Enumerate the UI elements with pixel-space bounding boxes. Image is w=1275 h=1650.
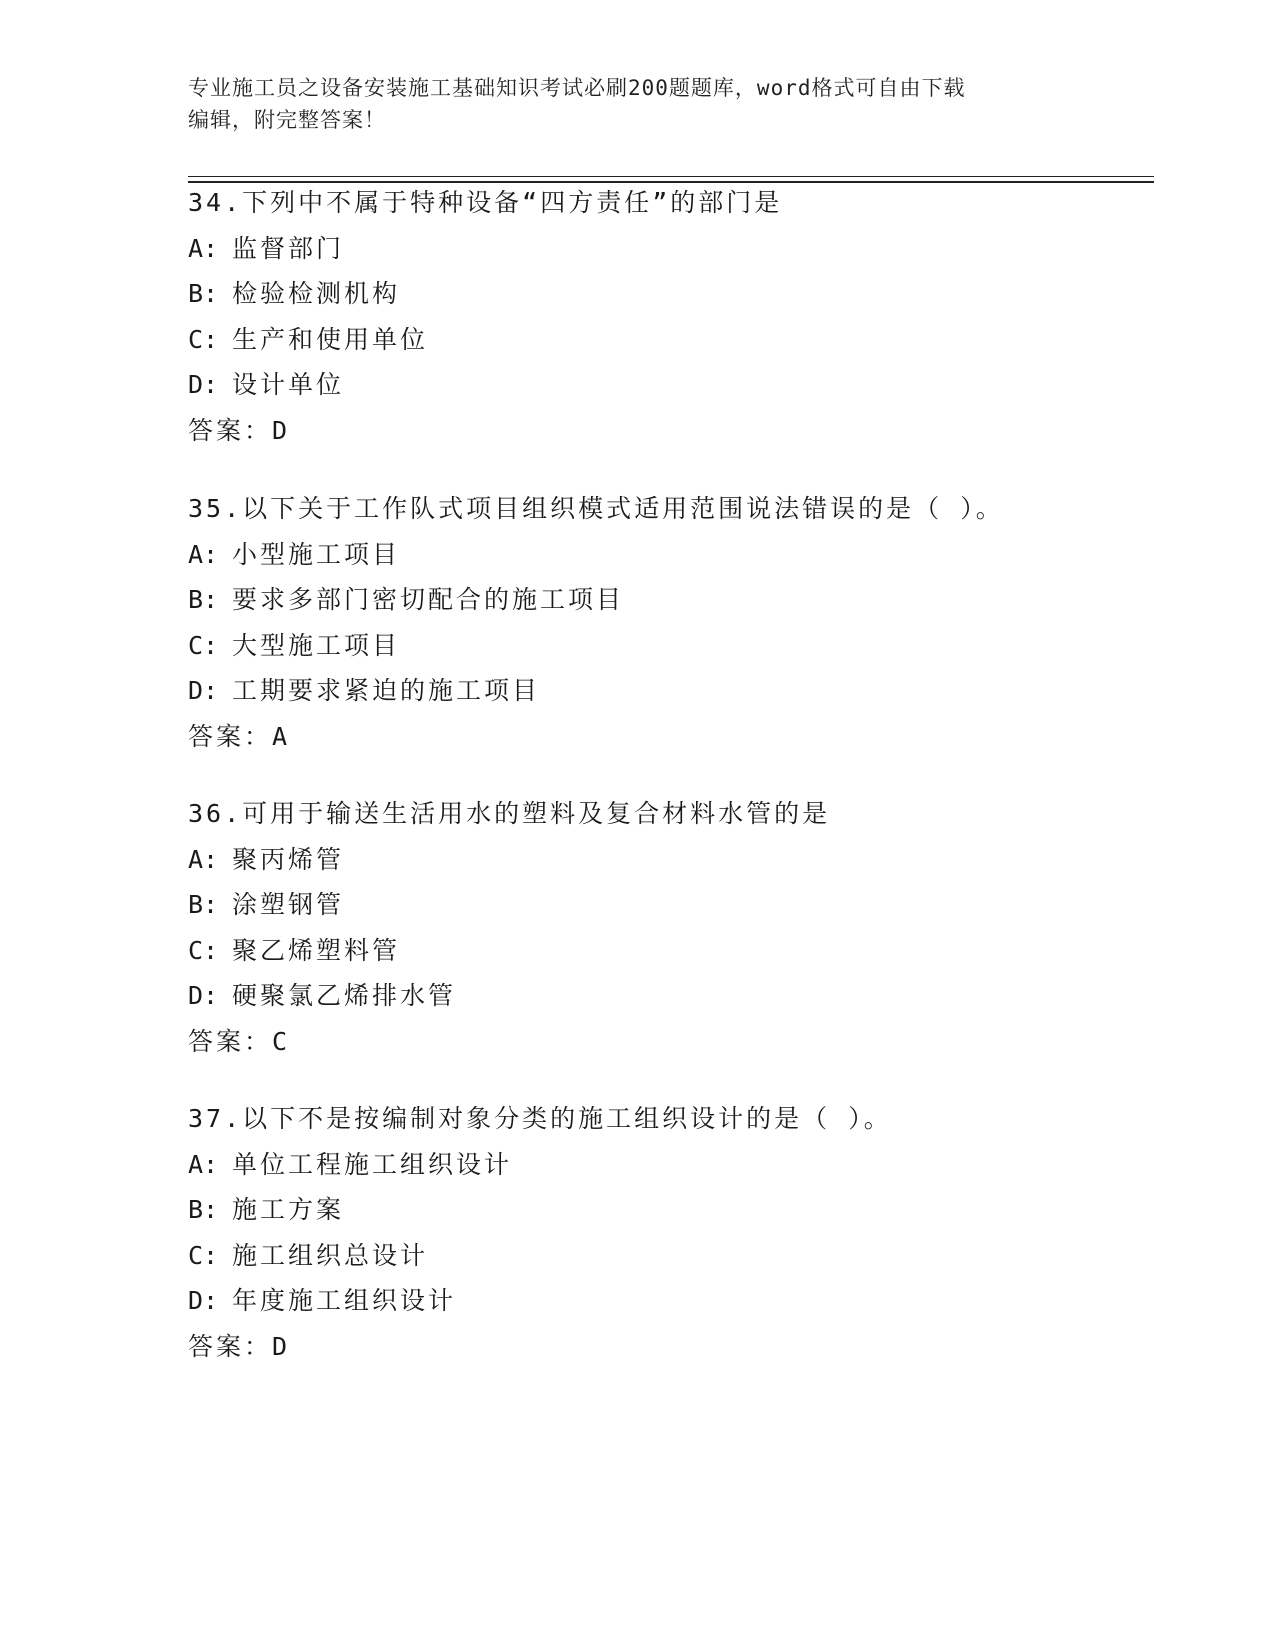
option-d — [188, 362, 1148, 408]
answer-prefix: 答案： — [188, 721, 273, 751]
answer-prefix: 答案： — [188, 415, 273, 445]
option-label: A: — [188, 233, 219, 263]
option-text: 硬聚氯乙烯排水管 — [232, 981, 457, 1010]
option-label: B: — [188, 585, 219, 614]
question-title: 35.以下关于工作队式项目组织模式适用范围说法错误的是（ ）。 — [188, 494, 1004, 523]
option-b — [188, 882, 1148, 928]
option-text: 小型施工项目 — [232, 539, 401, 569]
option-label: A: — [188, 1149, 219, 1179]
answer-line — [188, 1019, 1148, 1065]
option-text: 要求多部门密切配合的施工项目 — [232, 585, 625, 614]
answer-line — [188, 714, 1148, 760]
option-label: C: — [188, 324, 219, 354]
option-b — [188, 1187, 1148, 1233]
option-text: 施工方案 — [232, 1195, 345, 1224]
answer-line — [188, 408, 1148, 454]
option-d — [188, 973, 1148, 1019]
option-text: 大型施工项目 — [232, 630, 401, 660]
question-title: 37.以下不是按编制对象分类的施工组织设计的是（ ）。 — [188, 1104, 892, 1133]
question-35 — [188, 486, 1148, 759]
option-label: C: — [188, 630, 219, 660]
option-text: 单位工程施工组织设计 — [232, 1149, 513, 1179]
header-divider — [188, 176, 1154, 177]
option-c — [188, 1233, 1148, 1279]
option-a — [188, 1142, 1148, 1188]
option-a — [188, 837, 1148, 883]
answer-prefix: 答案： — [188, 1026, 273, 1056]
option-label: A: — [188, 539, 219, 569]
answer-value: D — [272, 415, 289, 445]
option-label: C: — [188, 935, 219, 965]
option-label: B: — [188, 890, 219, 919]
question-37 — [188, 1096, 1148, 1369]
answer-line — [188, 1324, 1148, 1370]
option-c — [188, 317, 1148, 363]
option-label: C: — [188, 1240, 219, 1270]
option-text: 涂塑钢管 — [232, 890, 345, 919]
option-text: 聚乙烯塑料管 — [232, 935, 401, 965]
option-label: B: — [188, 279, 219, 308]
question-34 — [188, 180, 1148, 453]
option-c — [188, 623, 1148, 669]
option-c — [188, 928, 1148, 974]
header-line-2: 编辑，附完整答案！ — [188, 108, 386, 132]
option-a — [188, 226, 1148, 272]
option-label: A: — [188, 844, 219, 874]
option-text: 监督部门 — [232, 233, 345, 263]
question-36 — [188, 791, 1148, 1064]
option-label: B: — [188, 1195, 219, 1224]
option-text: 聚丙烯管 — [232, 844, 345, 874]
document-header — [188, 72, 1068, 136]
answer-value: C — [272, 1026, 289, 1056]
option-text: 年度施工组织设计 — [232, 1286, 457, 1315]
question-title: 34.下列中不属于特种设备“四方责任”的部门是 — [188, 188, 783, 217]
option-text: 生产和使用单位 — [232, 324, 429, 354]
option-label: D: — [188, 370, 219, 399]
option-label: D: — [188, 981, 219, 1010]
answer-value: D — [272, 1331, 289, 1361]
header-line-1: 专业施工员之设备安装施工基础知识考试必刷200题题库，word格式可自由下载 — [188, 76, 966, 100]
option-label: D: — [188, 676, 219, 705]
option-text: 设计单位 — [232, 370, 345, 399]
option-label: D: — [188, 1286, 219, 1315]
option-text: 施工组织总设计 — [232, 1240, 429, 1270]
option-text: 检验检测机构 — [232, 279, 401, 308]
question-title: 36.可用于输送生活用水的塑料及复合材料水管的是 — [188, 799, 831, 828]
option-d — [188, 1278, 1148, 1324]
answer-value: A — [272, 721, 289, 751]
option-b — [188, 271, 1148, 317]
option-d — [188, 668, 1148, 714]
option-b — [188, 577, 1148, 623]
option-a — [188, 532, 1148, 578]
answer-prefix: 答案： — [188, 1331, 273, 1361]
option-text: 工期要求紧迫的施工项目 — [232, 676, 541, 705]
